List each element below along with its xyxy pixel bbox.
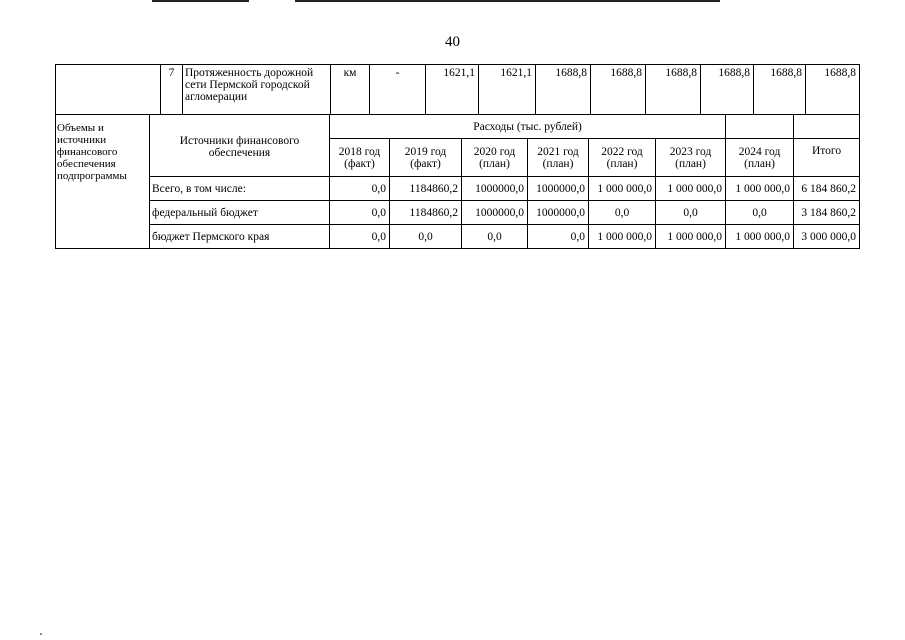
indicator-number: 7 (161, 65, 183, 115)
financing-row-label: бюджет Пермского края (150, 225, 330, 249)
financing-value: 3 000 000,0 (794, 225, 860, 249)
expenses-header: Расходы (тыс. рублей) (330, 115, 726, 139)
expenses-header-blank (794, 115, 860, 139)
financing-value: 3 184 860,2 (794, 201, 860, 225)
financing-value: 1184860,2 (390, 201, 462, 225)
financing-table (55, 114, 859, 248)
top-rule-left (152, 0, 249, 2)
indicator-value: 1688,8 (646, 65, 701, 115)
indicator-base: - (370, 65, 426, 115)
indicator-value: 1688,8 (806, 65, 860, 115)
financing-value: 0,0 (390, 225, 462, 249)
financing-value: 1000000,0 (528, 201, 589, 225)
indicator-table (55, 64, 859, 115)
financing-value: 1000000,0 (462, 201, 528, 225)
financing-value: 0,0 (528, 225, 589, 249)
year-header: 2021 год (план) (528, 139, 589, 177)
financing-value: 0,0 (656, 201, 726, 225)
indicator-value: 1688,8 (591, 65, 646, 115)
year-header: 2023 год (план) (656, 139, 726, 177)
expenses-header-blank (726, 115, 794, 139)
indicator-value: 1621,1 (479, 65, 536, 115)
indicator-name: Протяженность дорожной сети Пермской городской агломерации (183, 65, 331, 115)
indicator-value: 1621,1 (426, 65, 479, 115)
financing-value: 1 000 000,0 (656, 177, 726, 201)
financing-value: 0,0 (726, 201, 794, 225)
year-header: 2024 год (план) (726, 139, 794, 177)
year-header-total: Итого (794, 139, 860, 177)
financing-value: 1 000 000,0 (589, 225, 656, 249)
financing-value: 0,0 (330, 201, 390, 225)
scan-speck (40, 633, 42, 635)
year-header: 2022 год (план) (589, 139, 656, 177)
page-number: 40 (445, 34, 460, 50)
financing-value: 1000000,0 (528, 177, 589, 201)
indicator-blank-cell (56, 65, 161, 115)
financing-row (56, 201, 860, 225)
indicator-unit: км (331, 65, 370, 115)
top-rule-right (295, 0, 720, 2)
financing-row-label: федеральный бюджет (150, 201, 330, 225)
financing-value: 1 000 000,0 (726, 225, 794, 249)
financing-row (56, 177, 860, 201)
financing-value: 0,0 (330, 225, 390, 249)
indicator-value: 1688,8 (701, 65, 754, 115)
indicator-value: 1688,8 (536, 65, 591, 115)
year-header: 2020 год (план) (462, 139, 528, 177)
source-header: Источники финансового обеспечения (150, 115, 330, 177)
financing-left-label: Объемы и источники финансового обеспечения подпрограммы (56, 115, 150, 249)
financing-value: 1000000,0 (462, 177, 528, 201)
financing-value: 0,0 (589, 201, 656, 225)
financing-value: 1 000 000,0 (726, 177, 794, 201)
financing-value: 1 000 000,0 (656, 225, 726, 249)
financing-header-row (56, 115, 860, 139)
financing-value: 0,0 (330, 177, 390, 201)
financing-value: 0,0 (462, 225, 528, 249)
financing-row-label: Всего, в том числе: (150, 177, 330, 201)
year-header: 2018 год (факт) (330, 139, 390, 177)
indicator-value: 1688,8 (754, 65, 806, 115)
financing-value: 1184860,2 (390, 177, 462, 201)
financing-value: 1 000 000,0 (589, 177, 656, 201)
financing-row (56, 225, 860, 249)
indicator-row (56, 65, 860, 115)
financing-value: 6 184 860,2 (794, 177, 860, 201)
year-header: 2019 год (факт) (390, 139, 462, 177)
